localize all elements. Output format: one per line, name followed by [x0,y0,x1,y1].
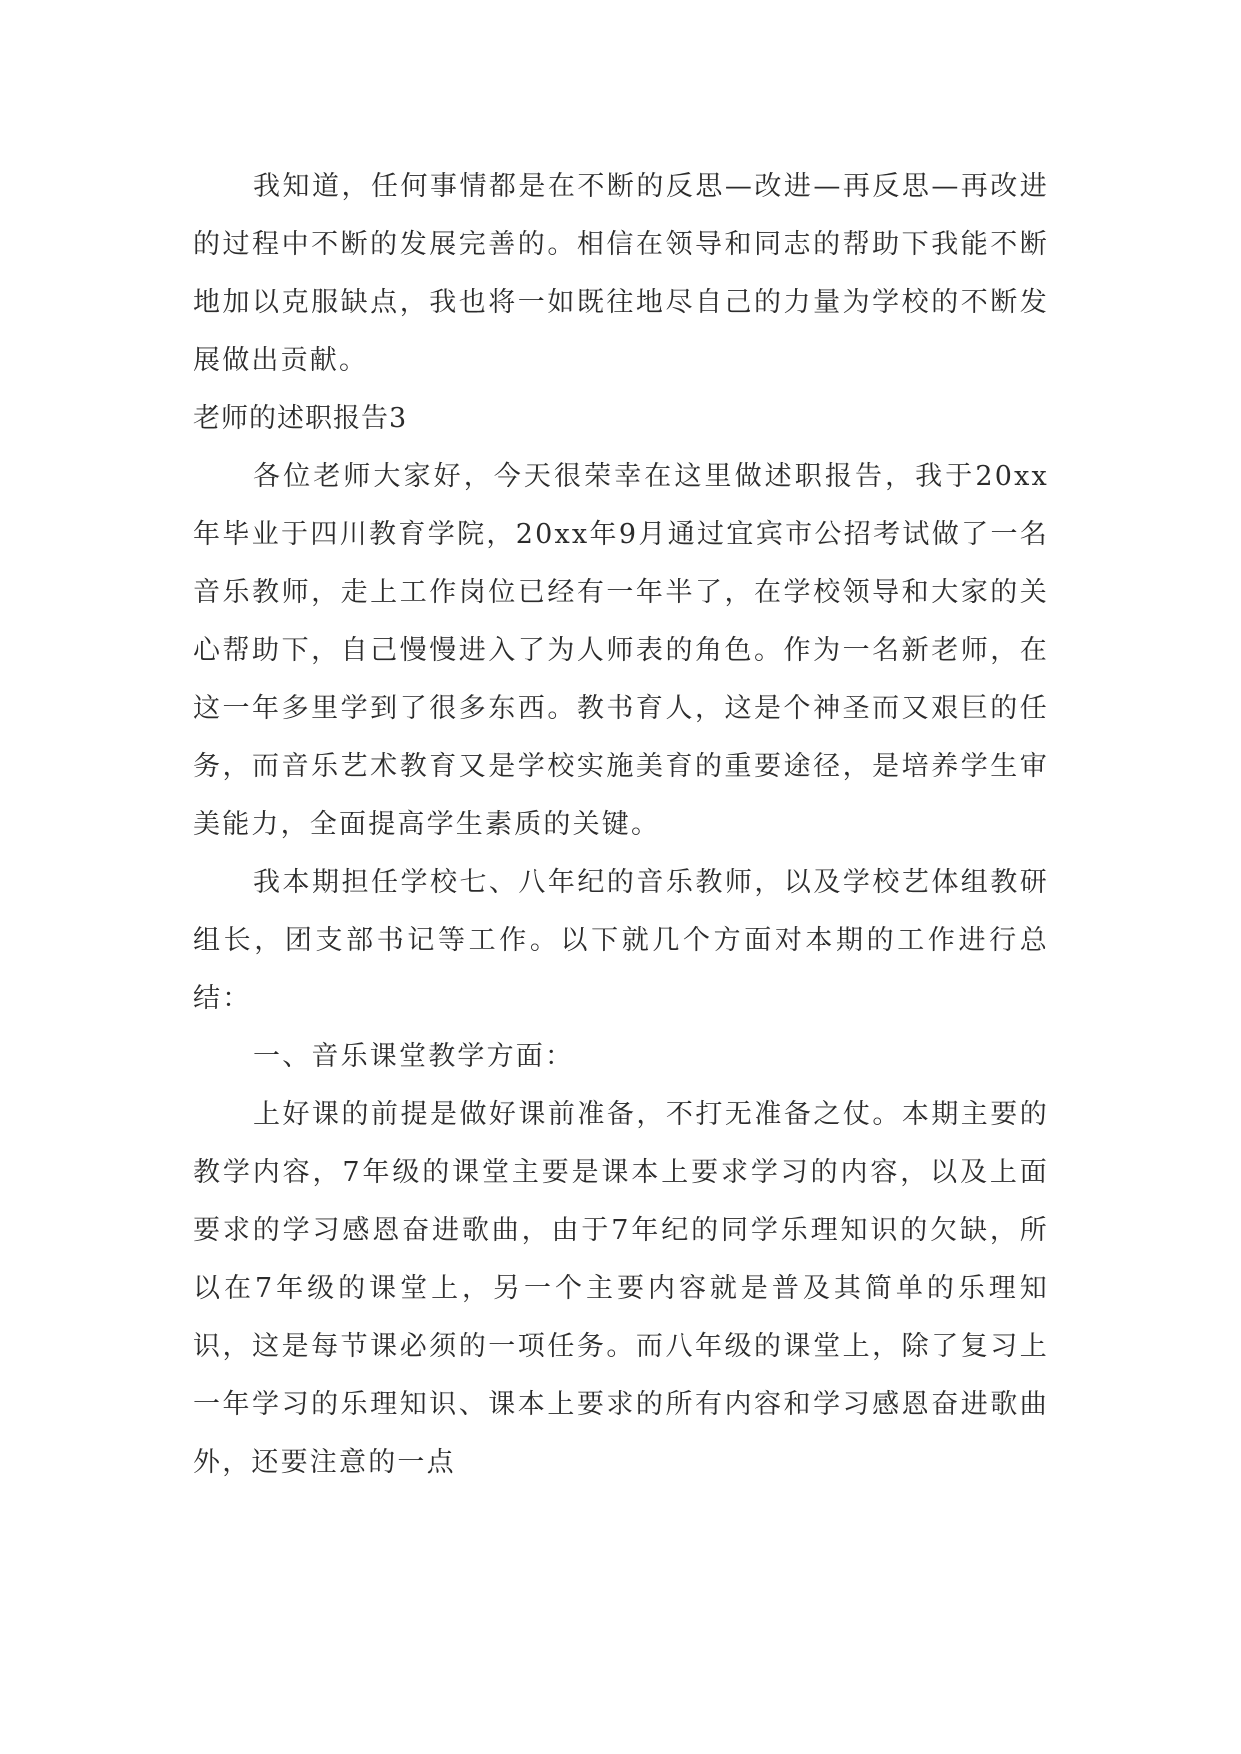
paragraph-teaching: 上好课的前提是做好课前准备，不打无准备之仗。本期主要的教学内容，7年级的课堂主要是课本上要求学习的内容，以及上面要求的学习感恩奋进歌曲，由于7年纪的同学乐理知识的欠缺，所以在7年级的课堂上，另一个主要内容就是普及其简单的乐理知识，这是每节课必须的一项任务。而八年级的课堂上，除了复习上一年学习的乐理知识、课本上要求的所有内容和学习感恩奋进歌曲外，还要注意的一点 [193,1099,1049,1478]
paragraph-reflection: 我知道，任何事情都是在不断的反思—改进—再反思—再改进的过程中不断的发展完善的。相信在领导和同志的帮助下我能不断地加以克服缺点，我也将一如既往地尽自己的力量为学校的不断发展做出贡献。 [193,171,1049,376]
paragraph-introduction: 各位老师大家好，今天很荣幸在这里做述职报告，我于20xx年毕业于四川教育学院，20xx年9月通过宜宾市公招考试做了一名音乐教师，走上工作岗位已经有一年半了，在学校领导和大家的关心帮助下，自己慢慢进入了为人师表的角色。作为一名新老师，在这一年多里学到了很多东西。教书育人，这是个神圣而又艰巨的任务，而音乐艺术教育又是学校实施美育的重要途径，是培养学生审美能力，全面提高学生素质的关键。 [193,461,1049,840]
section-heading: 老师的述职报告3 [193,403,408,434]
paragraph-duties: 我本期担任学校七、八年纪的音乐教师，以及学校艺体组教研组长，团支部书记等工作。以下就几个方面对本期的工作进行总结： [193,867,1049,1014]
subsection-heading: 一、音乐课堂教学方面： [253,1041,575,1072]
document-body [193,158,1049,1492]
